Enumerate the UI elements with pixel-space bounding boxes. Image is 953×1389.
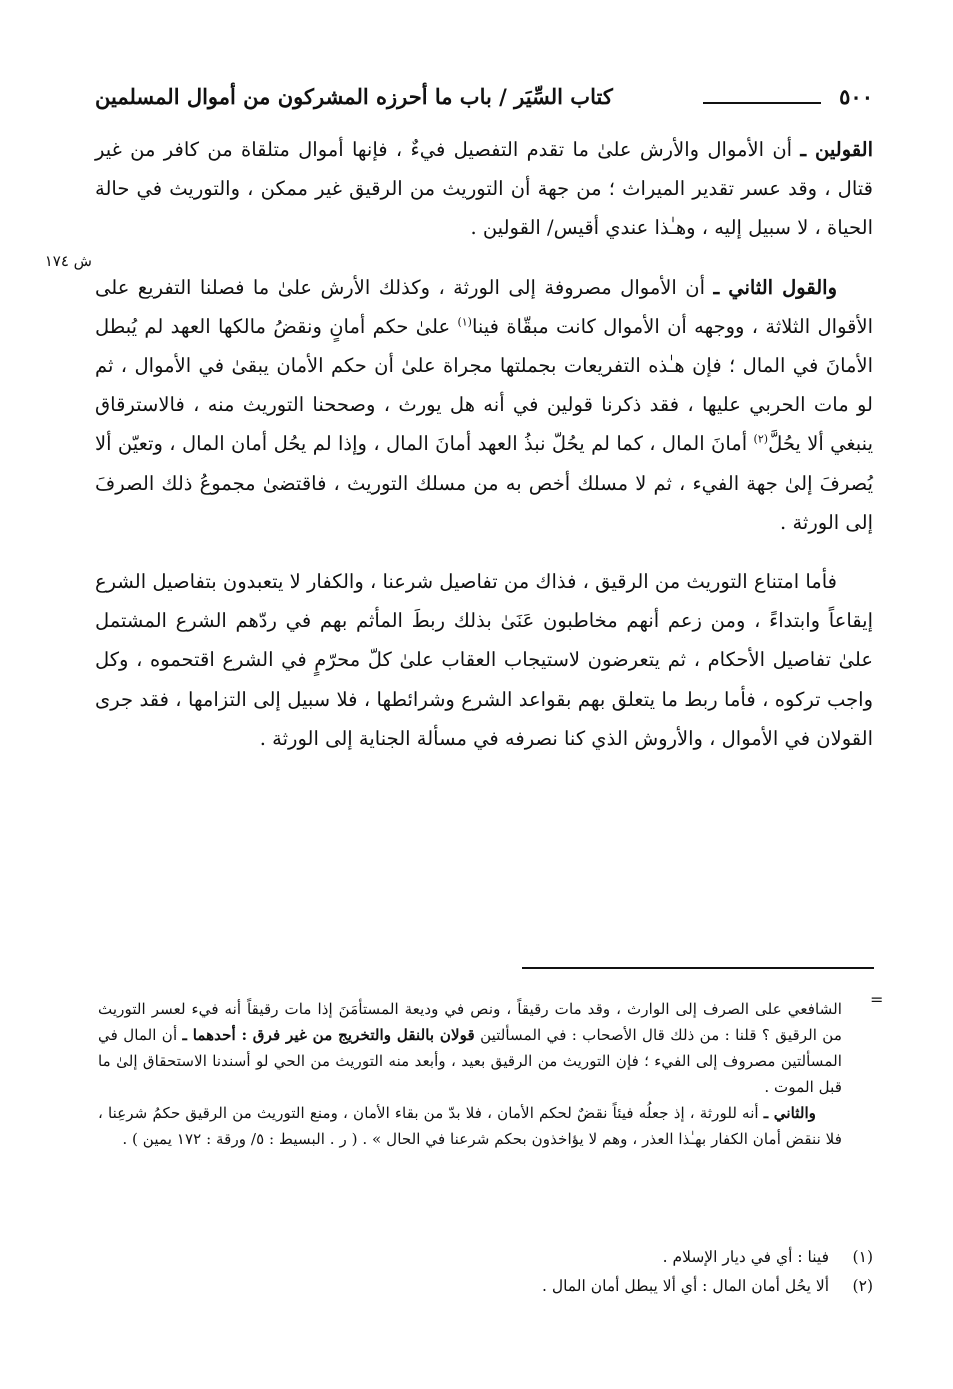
paragraph-1 xyxy=(95,130,873,248)
footnote-continuation-mark: = xyxy=(870,990,884,1009)
running-title: كتاب السِّيَر / باب ما أحرزه المشركون من أموال المسلمين xyxy=(95,84,613,109)
header-rule xyxy=(703,102,821,104)
footnote-1 xyxy=(663,1248,873,1266)
footnote-separator xyxy=(522,967,874,969)
paragraph-1-text: أن الأموال والأرش علىٰ ما تقدم التفصيل فيءٌ ، فإنها أموال متلقاة من كافر من غير قتال ، وقد عسر تقدير الميراث ؛ من جهة أن التوريث من الرقيق غير ممكن ، والتوريث في حالة الحياة ، لا سبيل إليه ، وهـٰذا عندي أقيس/ القولين . xyxy=(95,138,873,240)
footnotes xyxy=(98,996,842,1152)
footnote-cont2-bold: والثاني ـ xyxy=(763,1104,817,1122)
footnote-cont-bold: قولان بالنقل والتخريج من غير فرق : أحدهما ـ xyxy=(182,1026,475,1044)
manuscript-folio-note: ش ١٧٤ xyxy=(44,252,92,270)
footnote-1-text: فينا : أي في ديار الإسلام . xyxy=(662,1248,829,1266)
footnote-cont-text-a: الشافعي على الصرف إلى الوارث ، وقد مات رقيقاً ، ونص في وديعة المستأمَنَ إذا مات رقيقاً أنه فيء لعسر التوريث من الرقيق ؟ قلنا : من ذلك قال الأصحاب : في المسألتين xyxy=(98,1000,842,1044)
footnote-2 xyxy=(542,1277,873,1295)
page-header xyxy=(95,80,873,120)
footnote-continuation-2 xyxy=(98,1100,842,1152)
footnote-2-number: (٢) xyxy=(852,1277,873,1295)
paragraph-2 xyxy=(95,268,873,542)
footnote-1-number: (١) xyxy=(852,1248,873,1266)
footnote-ref-2: (٢) xyxy=(753,432,769,446)
main-text xyxy=(95,130,873,758)
footnote-continuation xyxy=(98,996,842,1100)
page-number: ٥٠٠ xyxy=(839,84,873,109)
footnote-cont-text-b: أن المال في المسألتين مصروف إلى الفيء ؛ فإن التوريث من الرقيق بعيد ، وأبعد منه التوريث من الحي لو أسندنا الاستحقاق إلىٰ ما قبل الموت . xyxy=(98,1026,842,1096)
footnote-2-text: ألا يحُل أمان المال : أي ألا يبطل أمان المال . xyxy=(541,1277,829,1295)
paragraph-2-text-b: علىٰ حكم أمانٍ ونقضُ مالكها العهد لم يُبطل الأمانَ في المال ؛ فإن هـٰذه التفريعات بجملتها مجراة علىٰ أن حكم الأمان يبقىٰ في الأموال ، ثم لو مات الحربي عليها ، فقد ذكرنا قولين في أنه هل يورث ، وصححنا التوريث منه ، فالاسترقاق ينبغي ألا يحُلَّ xyxy=(95,314,873,456)
paragraph-1-lead: القولين ـ xyxy=(800,138,873,161)
paragraph-2-text-c: أمانَ المال ، كما لم يحُلّ نبذُ العهد أمانَ المال ، وإذا لم يحُل أمان المال ، وتعيّن ألا يُصرفَ إلىٰ جهة الفيء ، ثم لا مسلك أخص به من مسلك التوريث ، فاقتضىٰ مجموعُ ذلك الصرفَ إلى الورثة . xyxy=(95,432,873,534)
paragraph-3: فأما امتناع التوريث من الرقيق ، فذاك من تفاصيل شرعنا ، والكفار لا يتعبدون بتفاصيل الشرع إيقاعاً وابتداءً ، ومن زعم أنهم مخاطبون عَنَىٰ بذلك ربطَ المأثم بهم في ردّهم الشرع المشتمل علىٰ تفاصيل الأحكام ، ثم يتعرضون لاستيجاب العقاب علىٰ كلّ محرّمٍ في الشرع اقتحموه ، وكل واجب تركوه ، فأما ربط ما يتعلق بهم بقواعد الشرع وشرائطها ، فلا سبيل إلى التزامها ، فقد جرى القولان في الأموال ، والأروش الذي كنا نصرفه في مسألة الجناية إلى الورثة . xyxy=(95,570,873,750)
paragraph-2-lead: والقول الثاني ـ xyxy=(713,275,837,299)
footnote-cont2-text: أنه للورثة ، إذ جعلُه فيئاً نقضٌ لحكم الأمان ، فلا بدّ من بقاء الأمان ، ومنع التوريث من الرقيق حكمُ شرعِنا ، فلا ننقض أمان الكفار بهـٰذا العذر ، وهم لا يؤاخذون بحكم شرعنا في الحال » . ( ر . البسيط : ٥/ ورقة : ١٧٢ يمين ) . xyxy=(98,1104,842,1148)
paragraph-2-text-a: أن الأموال مصروفة إلى الورثة ، وكذلك الأرش علىٰ ما فصلنا التفريع على الأقوال الثلاثة ، ووجهه أن الأموال كانت مبقّاة فينا xyxy=(95,275,874,338)
footnote-ref-1: (١) xyxy=(457,315,472,329)
